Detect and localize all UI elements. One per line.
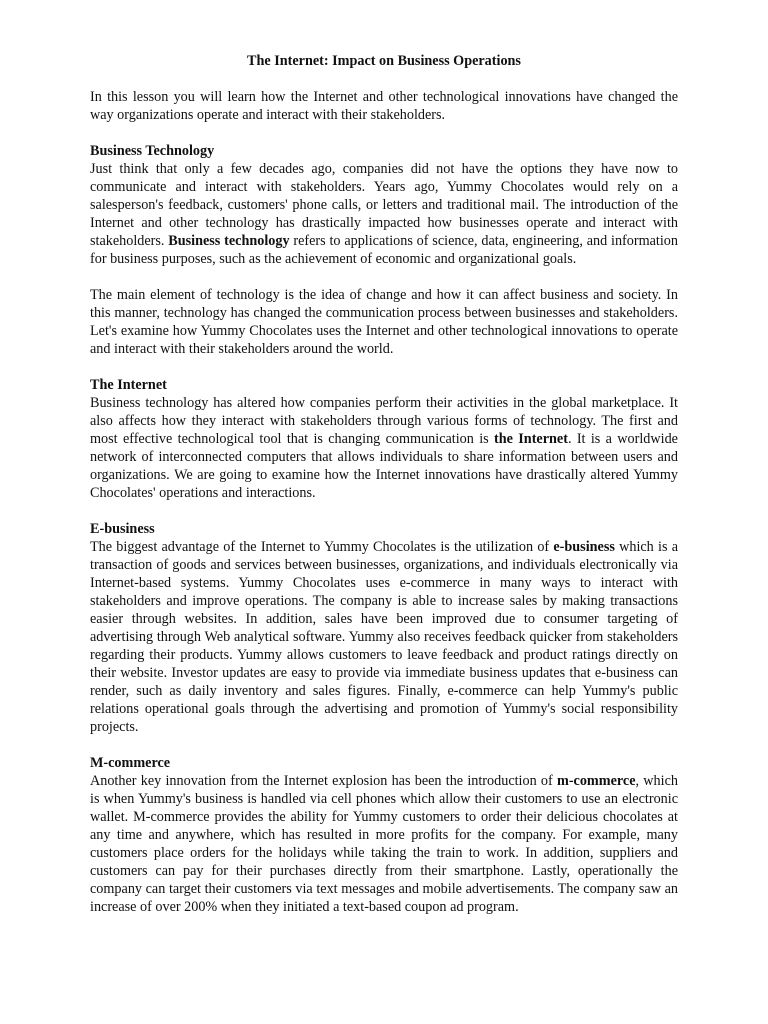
paragraph-text: The biggest advantage of the Internet to Yummy Chocolates is the utilization of	[90, 539, 554, 555]
key-term: m-commerce	[557, 773, 636, 789]
section-paragraph	[90, 772, 678, 916]
paragraph-text: which is a transaction of goods and services between businesses, organizations, and individuals electronically via Internet-based systems. Yummy Chocolates uses e-commerce in many ways to interact with stakeholders and improve operations. The company is able to increase sales by making transactions easier through websites. In addition, sales have been improved due to consumer targeting of advertising through Web analytical software. Yummy also receives feedback quicker from stakeholders regarding their products. Yummy allows customers to leave feedback and product ratings directly on their website. Investor updates are easy to provide via immediate business updates that e-business can render, such as daily inventory and sales figures. Finally, e-commerce can help Yummy's public relations operational goals through the advertising and promotion of Yummy's social responsibility projects.	[90, 539, 678, 735]
section-heading: E-business	[90, 521, 155, 537]
paragraph-text: , which is when Yummy's business is handled via cell phones which allow their customers to use an electronic wallet. M-commerce provides the ability for Yummy customers to order their delicious chocolates at any time and anywhere, which has resulted in more profits for the company. For example, many customers place orders for the holidays while taking the train to work. In addition, suppliers and customers can pay for their purchases directly from their smartphone. Lastly, operationally the company can target their customers via text messages and mobile advertisements. The company saw an increase of over 200% when they initiated a text-based coupon ad program.	[90, 773, 678, 915]
section-heading: The Internet	[90, 377, 167, 393]
section-paragraph	[90, 394, 678, 502]
section-paragraph: The main element of technology is the idea of change and how it can affect business and society. In this manner, technology has changed the communication process between businesses and stakeholders. Let's examine how Yummy Chocolates uses the Internet and other technological innovations to operate and interact with their stakeholders around the world.	[90, 287, 678, 357]
intro-paragraph: In this lesson you will learn how the Internet and other technological innovations have changed the way organizations operate and interact with their stakeholders.	[90, 89, 678, 123]
key-term: e-business	[553, 539, 615, 555]
section-e-business	[90, 520, 678, 736]
section-heading: M-commerce	[90, 755, 171, 771]
section-paragraph	[90, 538, 678, 736]
document-page	[90, 52, 678, 934]
key-term: the Internet	[494, 431, 568, 447]
paragraph-text: . It is a worldwide network of interconnected computers that allows individuals to share information between users and organizations. We are going to examine how the Internet innovations have drastically altered Yummy Chocolates' operations and interactions.	[90, 431, 678, 501]
paragraph-text: Just think that only a few decades ago, companies did not have the options they have now to communicate and interact with stakeholders. Years ago, Yummy Chocolates would rely on a salesperson's feedback, customers' phone calls, or letters and traditional mail. The introduction of the Internet and other technology has drastically impacted how businesses operate and interact with stakeholders.	[90, 161, 678, 249]
document-title: The Internet: Impact on Business Operations	[247, 53, 521, 69]
section-business-technology	[90, 142, 678, 358]
key-term: Business technology	[168, 233, 290, 249]
section-the-internet	[90, 376, 678, 502]
section-paragraph	[90, 160, 678, 268]
section-m-commerce	[90, 754, 678, 916]
section-heading: Business Technology	[90, 143, 215, 159]
paragraph-text: Another key innovation from the Internet explosion has been the introduction of	[90, 773, 557, 789]
paragraph-text: Business technology has altered how companies perform their activities in the global marketplace. It also affects how they interact with stakeholders through various forms of technology. The first and most effective technological tool that is changing communication is	[90, 395, 678, 447]
paragraph-text: refers to applications of science, data, engineering, and information for business purposes, such as the achievement of economic and organizational goals.	[90, 233, 678, 267]
